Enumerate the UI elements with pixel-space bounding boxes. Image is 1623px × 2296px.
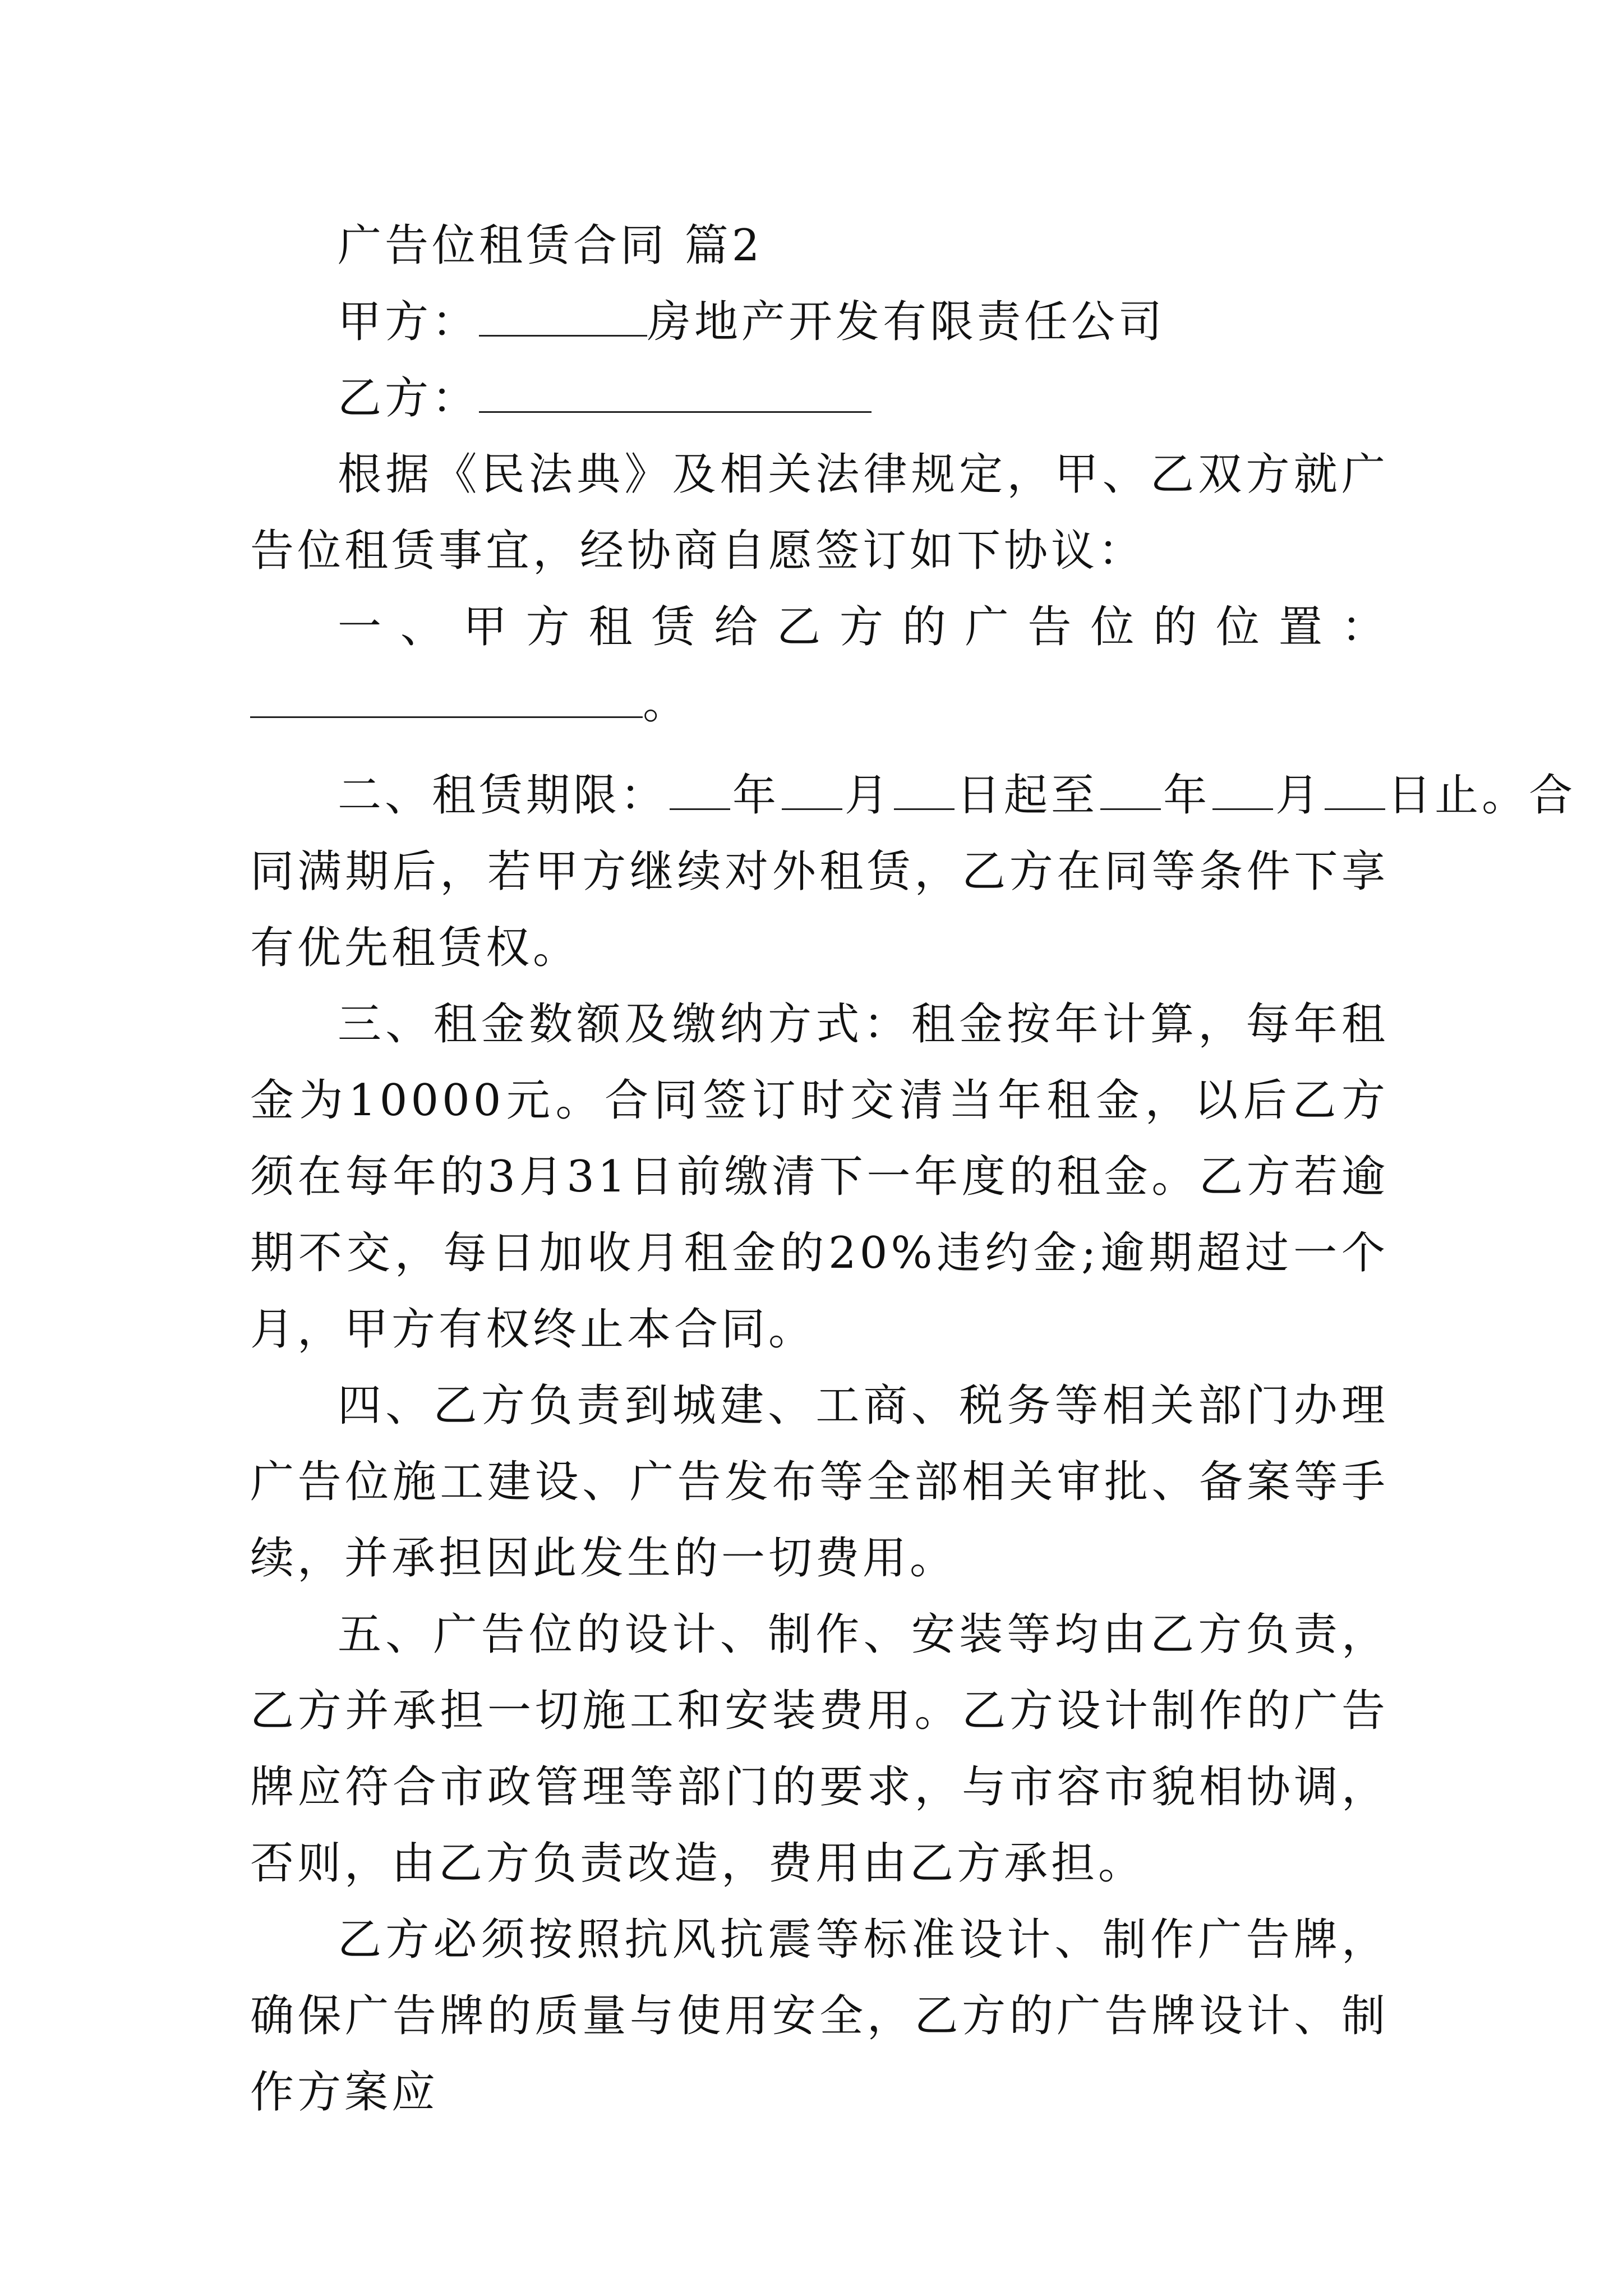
start-year-blank: [670, 769, 730, 810]
end-year-blank: [1100, 769, 1161, 810]
clause2-day2: 日止。合: [1387, 770, 1576, 821]
end-month-blank: [1212, 769, 1273, 810]
clause3-paragraph: 三、租金数额及缴纳方式：租金按年计算，每年租金为10000元。合同签订时交清当年租金，以后乙方须在每年的3月31日前缴清下一年度的租金。乙方若逾期不交，每日加收月租金的20%违约金;逾期超过一个月，甲方有权终止本合同。: [250, 999, 1389, 1355]
party-b-line: [250, 360, 1389, 436]
document-title: 广告位租赁合同 篇2: [338, 220, 763, 271]
clause1-char: 一: [338, 602, 385, 652]
document-body: [250, 208, 1576, 2131]
party-a-line: [250, 284, 1389, 360]
clause1-char: 位: [1216, 602, 1264, 652]
intro-paragraph: 根据《民法典》及相关法律规定，甲、乙双方就广告位租赁事宜，经协商自愿签订如下协议：: [250, 449, 1389, 576]
clause1-char: 赁: [651, 602, 699, 652]
clause4-paragraph: 四、乙方负责到城建、工商、税务等相关部门办理广告位施工建设、广告发布等全部相关审批、备案等手续，并承担因此发生的一切费用。: [250, 1381, 1389, 1584]
clause1-char: ：: [1341, 602, 1389, 652]
clause2-first-line: [250, 757, 1576, 834]
clause1-end: 。: [643, 678, 690, 729]
clause1-char: 乙: [777, 602, 824, 652]
party-b-label: 乙方：: [338, 373, 479, 424]
clause5-paragraph: 五、广告位的设计、制作、安装等均由乙方负责，乙方并承担一切施工和安装费用。乙方设计制作的广告牌应符合市政管理等部门的要求，与市容市貌相协调，否则，由乙方负责改造，费用由乙方承担。: [250, 1609, 1389, 1889]
clause1-char: 甲: [463, 602, 510, 652]
party-b-blank: [479, 372, 872, 413]
clause1-spread-line: [250, 589, 1389, 665]
clause1-char: 置: [1278, 602, 1326, 652]
clause2-prefix: 二、租赁期限：: [338, 770, 668, 821]
clause1-char: 告: [1027, 602, 1075, 652]
clause1-char: 的: [1153, 602, 1201, 652]
clause1-char: 广: [965, 602, 1012, 652]
party-a-blank: [479, 296, 647, 337]
end-day-blank: [1325, 769, 1385, 810]
clause2-rest: 同满期后，若甲方继续对外租赁，乙方在同等条件下享有优先租赁权。: [250, 846, 1389, 973]
clause2-day1: 日起至: [957, 770, 1099, 821]
clause1-char: 的: [902, 602, 949, 652]
clause1-char: 租: [588, 602, 636, 652]
clause2-year2: 年: [1163, 770, 1211, 821]
clause6-paragraph: 乙方必须按照抗风抗震等标准设计、制作广告牌，确保广告牌的质量与使用安全，乙方的广告牌设计、制作方案应: [250, 1915, 1389, 2118]
start-month-blank: [782, 769, 842, 810]
clause2-year1: 年: [732, 770, 780, 821]
clause1-end-line: [250, 665, 1389, 742]
party-a-label: 甲方：: [338, 297, 479, 347]
start-day-blank: [894, 769, 955, 810]
clause1-char: 位: [1090, 602, 1138, 652]
clause1-char: 方: [525, 602, 573, 652]
clause2-month1: 月: [845, 770, 892, 821]
clause1-char: 、: [400, 602, 448, 652]
clause1-char: 给: [714, 602, 762, 652]
clause1-char: 方: [839, 602, 887, 652]
clause2-month2: 月: [1275, 770, 1323, 821]
party-a-name: 房地产开发有限责任公司: [647, 297, 1166, 347]
clause1-location-blank: [250, 677, 643, 718]
